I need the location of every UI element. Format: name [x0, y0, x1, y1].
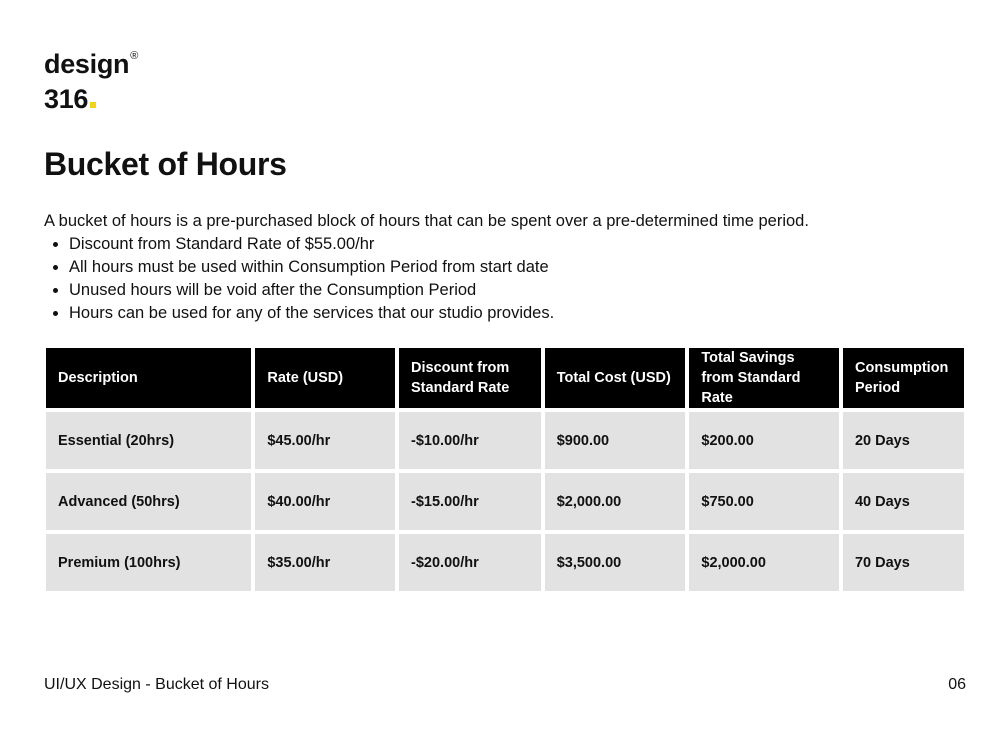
table-row: [46, 473, 964, 530]
logo-word: design: [44, 49, 130, 79]
cell-rate: $35.00/hr: [255, 534, 395, 591]
list-item: • All hours must be used within Consumption Period from start date: [69, 256, 964, 279]
footer-title: UI/UX Design - Bucket of Hours: [44, 676, 269, 693]
table-header-row: [46, 348, 964, 408]
page-title: Bucket of Hours: [44, 146, 287, 182]
list-item: • Unused hours will be void after the Consumption Period: [69, 279, 964, 302]
cell-total-savings: $200.00: [689, 412, 839, 469]
header-rate: Rate (USD): [255, 348, 395, 408]
registered-mark: ®: [130, 50, 139, 62]
table-row: [46, 412, 964, 469]
header-total-cost: Total Cost (USD): [545, 348, 686, 408]
pricing-table: [42, 344, 968, 595]
page-number: 06: [948, 676, 966, 693]
header-description: Description: [46, 348, 251, 408]
cell-description: Advanced (50hrs): [46, 473, 251, 530]
header-consumption-period: Consumption Period: [843, 348, 964, 408]
cell-consumption-period: 20 Days: [843, 412, 964, 469]
intro-paragraph: A bucket of hours is a pre-purchased block of hours that can be spent over a pre-determined time period.: [44, 212, 809, 230]
cell-discount: -$20.00/hr: [399, 534, 541, 591]
table-row: [46, 534, 964, 591]
cell-rate: $45.00/hr: [255, 412, 395, 469]
cell-description: Premium (100hrs): [46, 534, 251, 591]
cell-discount: -$10.00/hr: [399, 412, 541, 469]
cell-consumption-period: 40 Days: [843, 473, 964, 530]
header-total-savings: Total Savings from Standard Rate: [689, 348, 839, 408]
cell-rate: $40.00/hr: [255, 473, 395, 530]
cell-discount: -$15.00/hr: [399, 473, 541, 530]
cell-total-savings: $2,000.00: [689, 534, 839, 591]
brand-logo: [44, 50, 137, 114]
header-discount: Discount from Standard Rate: [399, 348, 541, 408]
intro-section: [44, 210, 964, 325]
list-item: • Discount from Standard Rate of $55.00/hr: [69, 233, 964, 256]
cell-total-cost: $3,500.00: [545, 534, 686, 591]
feature-list: [44, 233, 964, 325]
logo-accent-dot: [90, 102, 96, 108]
list-item: • Hours can be used for any of the services that our studio provides.: [69, 302, 964, 325]
cell-total-cost: $2,000.00: [545, 473, 686, 530]
cell-consumption-period: 70 Days: [843, 534, 964, 591]
logo-number: 316: [44, 84, 89, 114]
cell-description: Essential (20hrs): [46, 412, 251, 469]
cell-total-savings: $750.00: [689, 473, 839, 530]
cell-total-cost: $900.00: [545, 412, 686, 469]
